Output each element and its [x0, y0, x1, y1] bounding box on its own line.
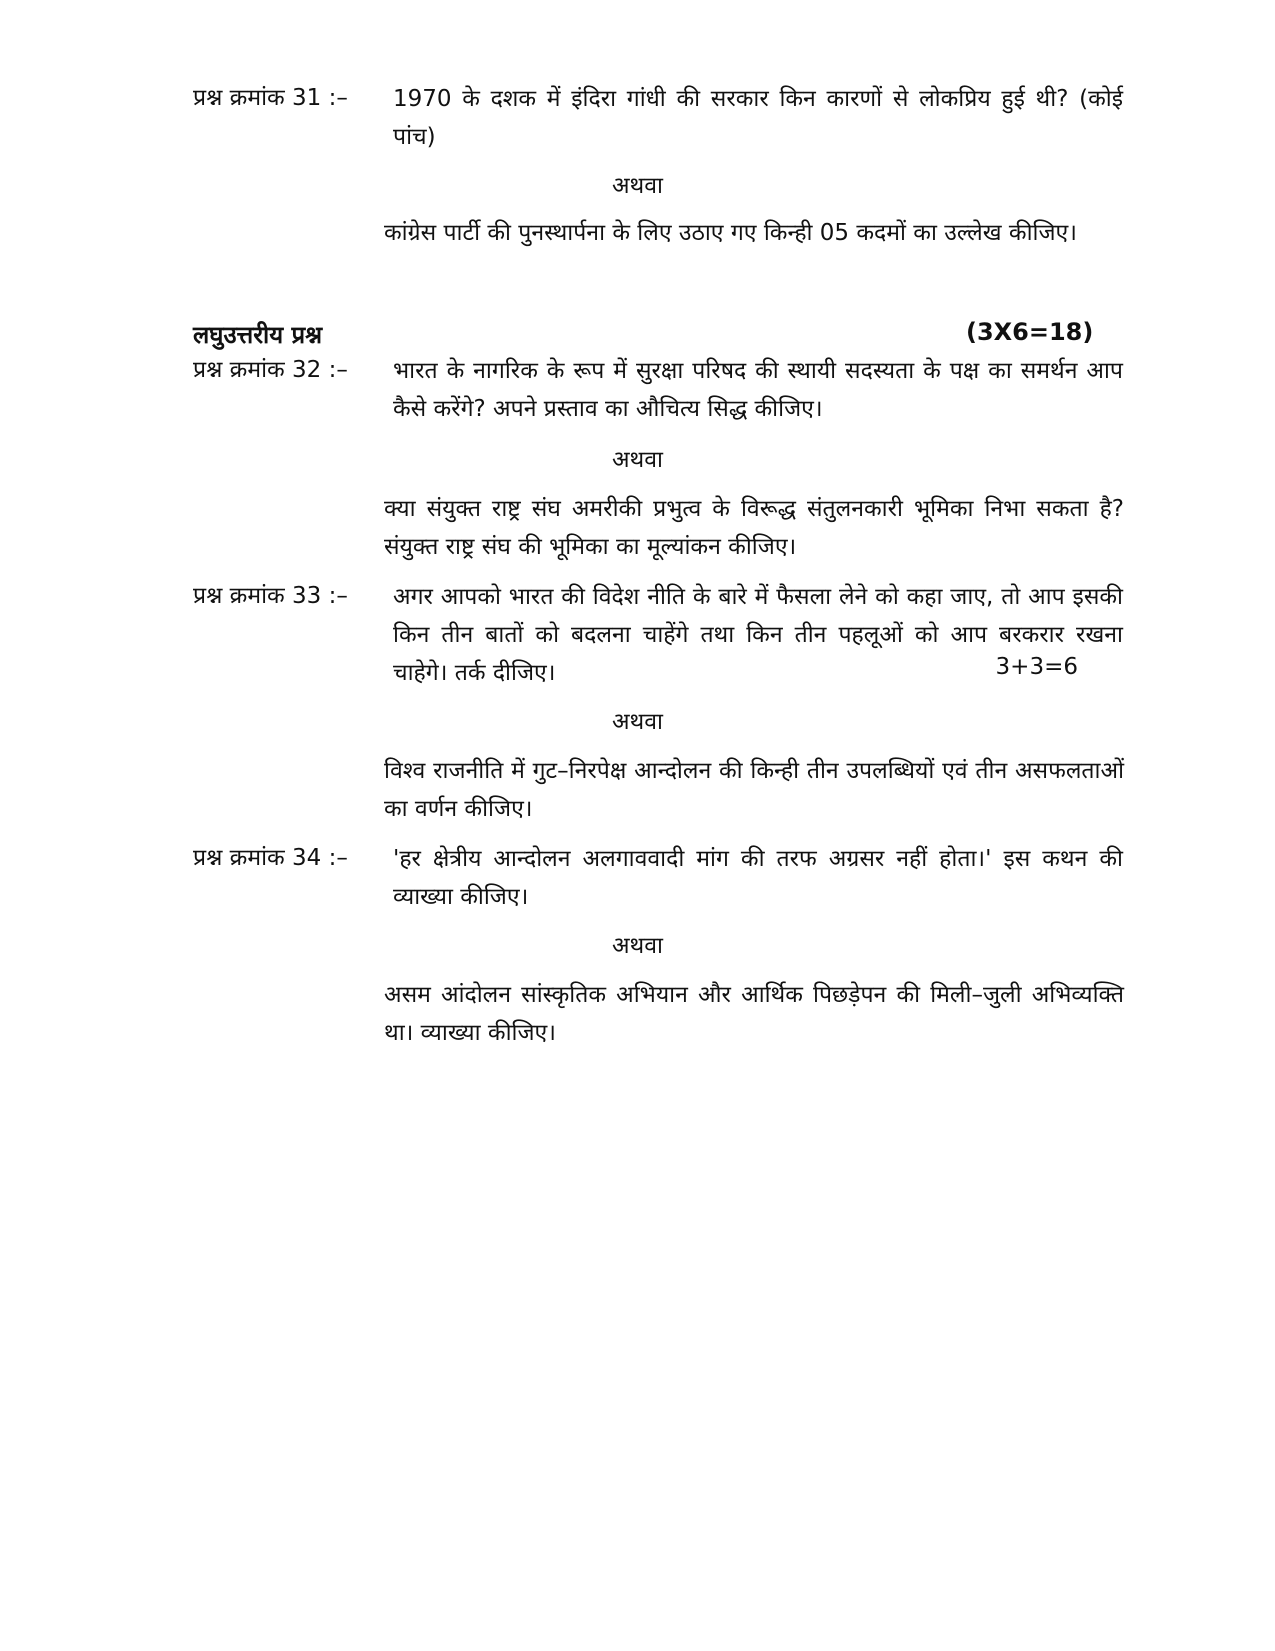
question-32-text: भारत के नागरिक के रूप में सुरक्षा परिषद की स्थायी सदस्यता के पक्ष का समर्थन आप कैसे करेंगे? अपने प्रस्ताव का औचित्य सिद्ध कीजिए। [393, 358, 1123, 422]
question-33 [193, 578, 1123, 692]
question-33-alternative: विश्व राजनीति में गुट–निरपेक्ष आन्दोलन की किन्ही तीन उपलब्धियों एवं तीन असफलताओं का वर्णन कीजिए। [384, 758, 1124, 822]
question-31 [193, 80, 1123, 156]
or-divider-31: अथवा [611, 173, 663, 199]
section-marks: (3X6=18) [966, 318, 1094, 346]
question-34-text: 'हर क्षेत्रीय आन्दोलन अलगाववादी मांग की तरफ अग्रसर नहीं होता।' इस कथन की व्याख्या कीजिए। [393, 846, 1123, 910]
or-divider-33: अथवा [611, 709, 663, 735]
section-title: लघुउत्तरीय प्रश्न [193, 321, 323, 349]
question-34-alternative: असम आंदोलन सांस्कृतिक अभियान और आर्थिक पिछड़ेपन की मिली–जुली अभिव्यक्ति था। व्याख्या कीजिए। [384, 982, 1124, 1046]
question-32 [193, 352, 1123, 428]
question-32-alternative: क्या संयुक्त राष्ट्र संघ अमरीकी प्रभुत्व के विरूद्ध संतुलनकारी भूमिका निभा सकता है? संयुक्त राष्ट्र संघ की भूमिका का मूल्यांकन कीजिए। [384, 496, 1124, 560]
question-31-alternative: कांग्रेस पार्टी की पुनस्थार्पना के लिए उठाए गए किन्ही 05 कदमों का उल्लेख कीजिए। [384, 220, 1077, 246]
question-31-text: 1970 के दशक में इंदिरा गांधी की सरकार किन कारणों से लोकप्रिय हुई थी? (कोई पांच) [393, 86, 1123, 150]
or-divider-34: अथवा [611, 933, 663, 959]
question-33-label: प्रश्न क्रमांक 33 :– [193, 583, 348, 609]
question-33-text: अगर आपको भारत की विदेश नीति के बारे में फैसला लेने को कहा जाए, तो आप इसकी किन तीन बातों को बदलना चाहेंगे तथा किन तीन पहलूओं को आप बरकरार रखना चाहेगे। तर्क दीजिए। [393, 584, 1123, 686]
question-34 [193, 840, 1123, 916]
or-divider-32: अथवा [611, 447, 663, 473]
question-34-label: प्रश्न क्रमांक 34 :– [193, 845, 348, 871]
question-33-marks: 3+3=6 [995, 654, 1078, 680]
question-31-label: प्रश्न क्रमांक 31 :– [193, 85, 348, 111]
question-32-label: प्रश्न क्रमांक 32 :– [193, 357, 348, 383]
